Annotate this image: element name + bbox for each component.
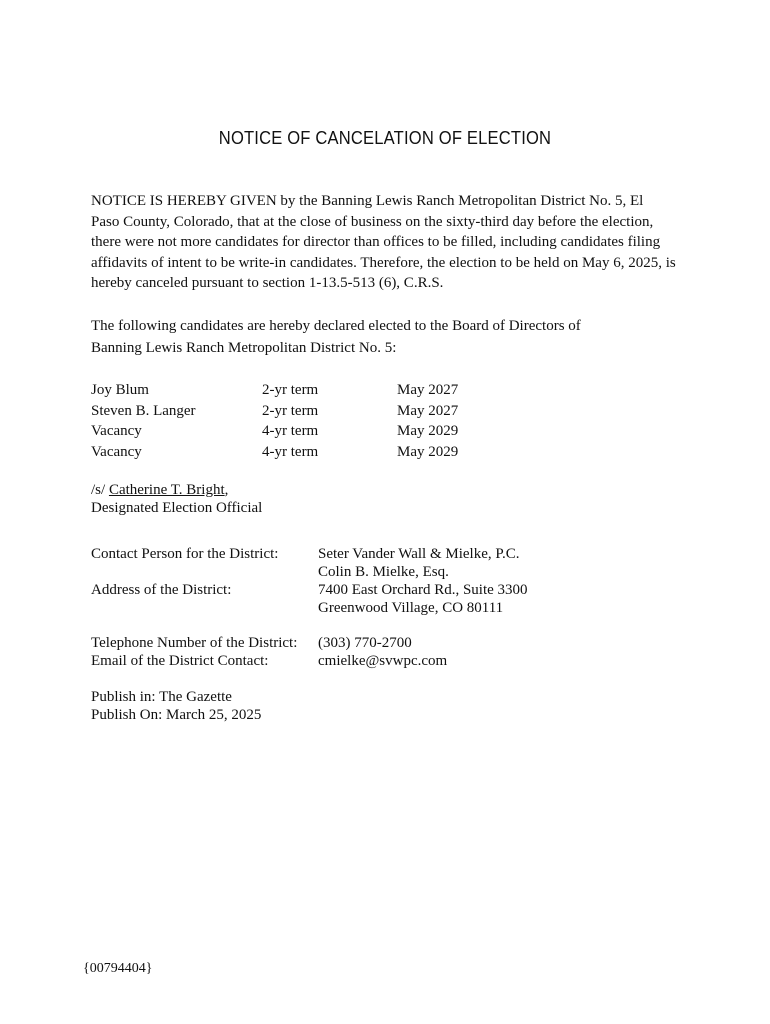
- signature-title: Designated Election Official: [91, 500, 263, 516]
- candidate-row: [91, 380, 591, 401]
- address-label: Address of the District:: [91, 582, 232, 598]
- contact-person-name: Colin B. Mielke, Esq.: [318, 564, 449, 580]
- candidate-term: 4-yr term: [262, 443, 319, 460]
- candidates-table: [91, 380, 591, 462]
- candidate-term-expires: May 2027: [397, 382, 459, 398]
- candidate-term-expires: May 2029: [397, 423, 459, 440]
- notice-line: NOTICE IS HEREBY GIVEN by the Banning Lewis Ranch Metropolitan District No. 5, El: [91, 193, 644, 209]
- publish-in: Publish in: The Gazette: [91, 689, 232, 705]
- elected-line: Banning Lewis Ranch Metropolitan District No. 5:: [91, 340, 397, 356]
- candidate-row: [91, 401, 591, 422]
- notice-paragraph: [91, 191, 691, 294]
- contact-person-firm: Seter Vander Wall & Mielke, P.C.: [318, 546, 520, 562]
- contact-block: [91, 545, 711, 670]
- address-line: 7400 East Orchard Rd., Suite 3300: [318, 582, 528, 598]
- address-line: Greenwood Village, CO 80111: [318, 600, 504, 616]
- candidate-term-expires: May 2029: [397, 443, 459, 460]
- candidate-row: [91, 442, 591, 463]
- contact-person-label: Contact Person for the District:: [91, 546, 279, 562]
- address-row: [91, 599, 711, 617]
- signature-line: [91, 481, 262, 499]
- email-value: cmielke@svwpc.com: [318, 653, 448, 669]
- contact-person-row: [91, 545, 711, 563]
- signature-block: [91, 481, 262, 517]
- document-id: {00794404}: [83, 961, 153, 976]
- signature-suffix: ,: [224, 482, 229, 498]
- address-row: [91, 581, 711, 599]
- notice-line: affidavits of intent to be write-in candidates. Therefore, the election to be held on May 6, 2025, is: [91, 254, 676, 271]
- notice-line: hereby canceled pursuant to section 1-13.5-513 (6), C.R.S.: [91, 275, 444, 292]
- contact-spacer: [91, 617, 711, 634]
- phone-row: [91, 634, 711, 652]
- notice-line: Paso County, Colorado, that at the close of business on the sixty-third day before the election,: [91, 213, 654, 230]
- signature-prefix: /s/: [91, 482, 109, 498]
- publish-on: Publish On: March 25, 2025: [91, 707, 262, 723]
- elected-line: The following candidates are hereby declared elected to the Board of Directors of: [91, 318, 581, 334]
- candidate-name: Steven B. Langer: [91, 402, 196, 419]
- contact-person-row: [91, 563, 711, 581]
- candidate-term-expires: May 2027: [397, 402, 459, 419]
- candidate-name: Vacancy: [91, 423, 142, 440]
- document-title: NOTICE OF CANCELATION OF ELECTION: [218, 128, 552, 148]
- email-row: [91, 652, 711, 670]
- candidate-term: 2-yr term: [262, 382, 319, 398]
- candidate-term: 2-yr term: [262, 402, 319, 419]
- notice-line: there were not more candidates for director than offices to be filled, including candidates filing: [91, 234, 661, 251]
- candidate-row: [91, 421, 591, 442]
- candidate-term: 4-yr term: [262, 423, 319, 440]
- email-label: Email of the District Contact:: [91, 653, 269, 669]
- candidate-name: Joy Blum: [91, 382, 149, 398]
- phone-label: Telephone Number of the District:: [91, 635, 298, 651]
- phone-value: (303) 770-2700: [318, 635, 412, 651]
- signature-name: Catherine T. Bright: [108, 482, 225, 498]
- elected-paragraph: [91, 315, 691, 359]
- publish-block: [91, 688, 261, 724]
- candidate-name: Vacancy: [91, 443, 142, 460]
